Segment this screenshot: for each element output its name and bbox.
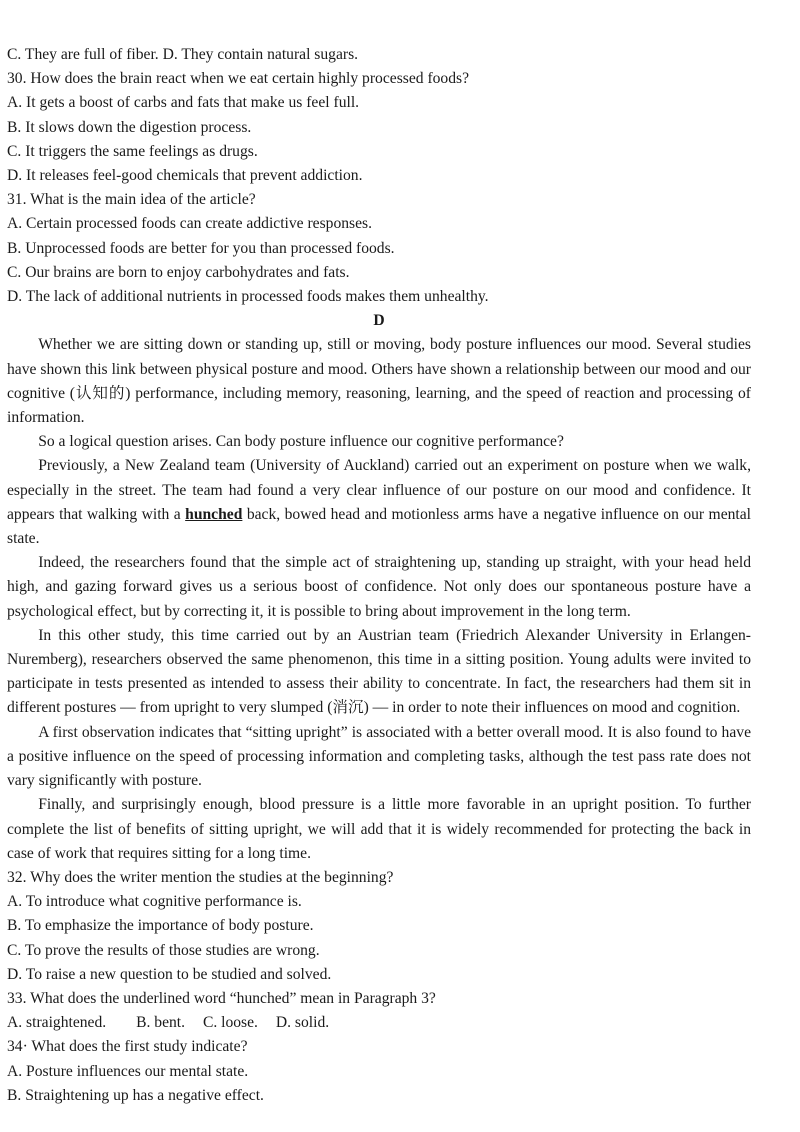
question-33 (7, 987, 751, 1035)
option-b: B. To emphasize the importance of body posture. (7, 917, 314, 935)
option-b: B. Straightening up has a negative effect. (7, 1086, 264, 1104)
option-c: C. loose. (202, 1014, 258, 1032)
options-row (7, 1011, 751, 1035)
passage-d (7, 333, 751, 865)
option-a: A. Certain processed foods can create addictive responses. (7, 215, 373, 233)
option-a: A. To introduce what cognitive performance is. (7, 893, 302, 911)
passage-paragraph-4: Indeed, the researchers found that the simple act of straightening up, standing up straight, with your head held high, and gazing forward gives us a serious boost of confidence. Not only does our spontaneous posture have a psychological effect, but by correcting it, it is possible to bring about improvement in the long term. (7, 554, 751, 620)
option-a: A. Posture influences our mental state. (7, 1062, 249, 1080)
passage-paragraph-6: A first observation indicates that “sitting upright” is associated with a better overall mood. It is also found to have a positive influence on the speed of processing information and completing tasks, although the test pass rate does not vary significantly with posture. (7, 723, 751, 790)
passage-paragraph-1: Whether we are sitting down or standing up, still or moving, body posture influences our mood. Several studies have shown this link between physical posture and mood. Others have shown a relationship between our mood and our cognitive (认知的) performance, including memory, reasoning, learning, and the speed of reaction and processing of information. (7, 336, 751, 427)
option-a: A. straightened. (7, 1014, 107, 1032)
option-c: C. Our brains are born to enjoy carbohydrates and fats. (7, 263, 350, 281)
question-30 (7, 67, 751, 188)
question-stem: 32. Why does the writer mention the studies at the beginning? (7, 868, 394, 886)
option-d: D. It releases feel-good chemicals that prevent addiction. (7, 167, 363, 185)
question-stem: 30. How does the brain react when we eat certain highly processed foods? (7, 70, 470, 88)
paragraph-3-text-before: Previously, a New Zealand team (University of Auckland) carried out an experiment on posture when we walk, especially in the street. The team had found a very clear influence of our posture on our mood and confidence. It appears that walking with a (7, 457, 751, 523)
option-d: D. solid. (275, 1014, 330, 1032)
question-31 (7, 188, 751, 309)
underlined-word-hunched: hunched (185, 505, 243, 523)
question-stem: 34· What does the first study indicate? (7, 1038, 248, 1056)
paragraph-3-text-after: back, bowed head and motionless arms have a negative influence on our mental state. (7, 505, 751, 548)
passage-paragraph-3 (7, 454, 751, 551)
option-a: A. It gets a boost of carbs and fats that make us feel full. (7, 94, 360, 112)
option-b: B. bent. (136, 1014, 186, 1032)
passage-paragraph-5: In this other study, this time carried out by an Austrian team (Friedrich Alexander University in Erlangen-Nuremberg), researchers observed the same phenomenon, this time in a sitting position. Young adults were invited to participate in tests presented as intended to assess their ability to concentrate. In fact, the researchers had them sit in different postures — from upright to very slumped (消沉) — in order to note their influences on mood and cognition. (7, 626, 751, 717)
question-34 (7, 1035, 751, 1108)
question-stem: 31. What is the main idea of the article? (7, 191, 256, 209)
passage-paragraph-2: So a logical question arises. Can body posture influence our cognitive performance? (38, 433, 564, 451)
option-d: D. To raise a new question to be studied and solved. (7, 965, 332, 983)
passage-paragraph-7: Finally, and surprisingly enough, blood pressure is a little more favorable in an upright position. To further complete the list of benefits of sitting upright, we will add that it is widely recommended for protecting the back in case of work that requires sitting for a long time. (7, 796, 751, 862)
option-b: B. Unprocessed foods are better for you than processed foods. (7, 239, 395, 257)
page-content (7, 43, 751, 1108)
option-d: D. The lack of additional nutrients in processed foods makes them unhealthy. (7, 288, 489, 306)
q29-options-tail: C. They are full of fiber. D. They contain natural sugars. (7, 46, 359, 63)
option-c: C. To prove the results of those studies are wrong. (7, 941, 320, 959)
section-heading-d: D (373, 312, 385, 330)
option-c: C. It triggers the same feelings as drugs. (7, 142, 258, 160)
option-b: B. It slows down the digestion process. (7, 118, 252, 136)
question-32 (7, 866, 751, 987)
question-stem: 33. What does the underlined word “hunched” mean in Paragraph 3? (7, 989, 436, 1007)
